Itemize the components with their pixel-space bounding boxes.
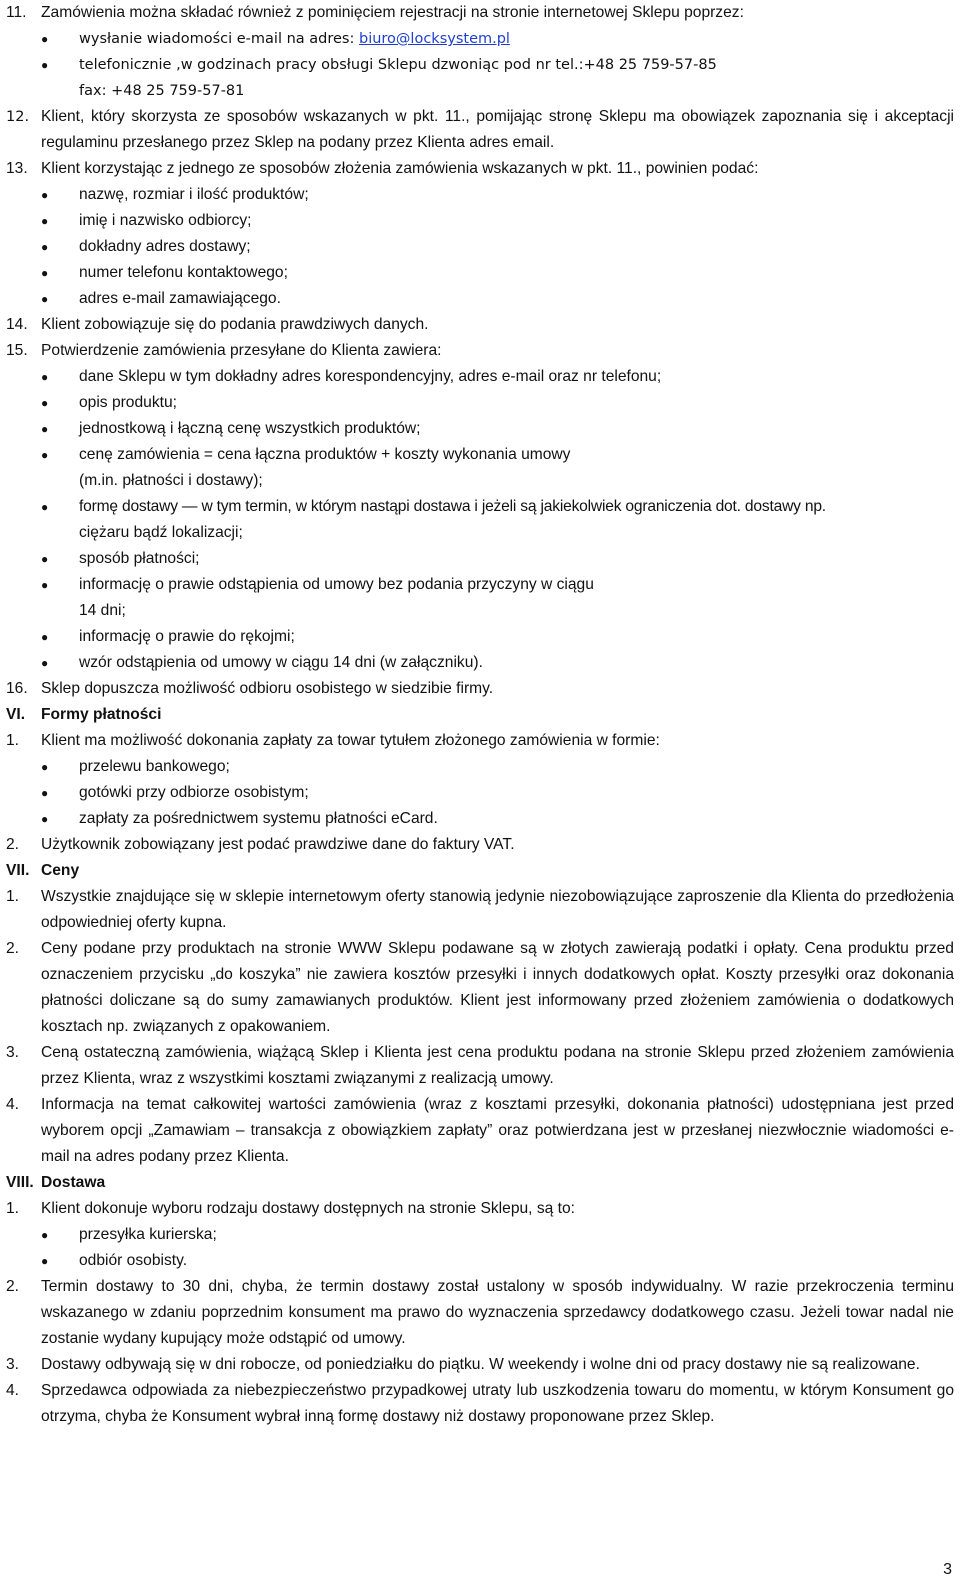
email-link[interactable]: biuro@locksystem.pl <box>358 31 510 47</box>
list-item <box>6 364 954 390</box>
list-item-text: imię i nazwisko odbiorcy; <box>79 212 252 229</box>
list-item <box>6 546 954 572</box>
clause-number: 14. <box>6 316 28 333</box>
clause-number: 16. <box>6 680 28 697</box>
bullet-icon: ● <box>41 370 49 384</box>
list-item-text: formę dostawy — w tym termin, w którym nastąpi dostawa i jeżeli są jakiekolwiek ograniczenia dot. dostawy np. <box>79 498 826 515</box>
section-heading-viii <box>6 1170 954 1196</box>
list-item-text: wysłanie wiadomości e-mail na adres: <box>79 31 359 47</box>
clause-viii-1 <box>6 1196 954 1222</box>
section-number: VI. <box>6 706 26 723</box>
bullet-icon: ● <box>41 32 49 46</box>
list-item <box>6 624 954 650</box>
clause-number: 1. <box>6 1200 20 1217</box>
clause-text: Potwierdzenie zamówienia przesyłane do Klienta zawiera: <box>41 342 442 359</box>
list-item <box>6 1222 954 1248</box>
list-item <box>6 182 954 208</box>
list-item-text: gotówki przy odbiorze osobistym; <box>79 784 309 801</box>
clause-16 <box>6 676 954 702</box>
document-page <box>6 0 954 1430</box>
bullet-icon: ● <box>41 786 49 800</box>
list-item <box>6 780 954 806</box>
list-item <box>6 234 954 260</box>
bullet-icon: ● <box>41 266 49 280</box>
list-item <box>6 52 954 104</box>
clause-number: 13. <box>6 160 28 177</box>
clause-text: Wszystkie znajdujące się w sklepie internetowym oferty stanowią jedynie niezobowiązujące zaproszenie dla Klienta do przedłożenia odpowiedniej oferty kupna. <box>41 888 954 931</box>
bullet-icon: ● <box>41 1254 49 1268</box>
list-item-text: (m.in. płatności i dostawy); <box>79 472 263 489</box>
bullet-icon: ● <box>41 292 49 306</box>
list-item <box>6 208 954 234</box>
list-item-text: adres e-mail zamawiającego. <box>79 290 281 307</box>
clause-text: Informacja na temat całkowitej wartości zamówienia (wraz z kosztami przesyłki, dokonania płatności) udostępniana jest przed wyborem opcji „Zamawiam – transakcja z obowiązkiem zapłaty” oraz potwierdzana jest w przesłanej niezwłocznie wiadomości e-mail na adres podany przez Klienta. <box>41 1096 954 1165</box>
clause-13 <box>6 156 954 182</box>
clause-15 <box>6 338 954 364</box>
clause-vi-1 <box>6 728 954 754</box>
section-number: VII. <box>6 862 30 879</box>
list-item <box>6 1248 954 1274</box>
list-item-text: informację o prawie do rękojmi; <box>79 628 295 645</box>
list-item <box>6 260 954 286</box>
bullet-icon: ● <box>41 396 49 410</box>
clause-number: 15. <box>6 342 28 359</box>
clause-text: Ceną ostateczną zamówienia, wiążącą Sklep i Klienta jest cena produktu podana na stronie Sklepu przed złożeniem zamówienia przez Klienta, wraz z wszystkimi kosztami związanymi z realizacją umowy. <box>41 1044 954 1087</box>
list-item-text: telefonicznie ,w godzinach pracy obsługi Sklepu dzwoniąc pod nr tel.:+48 25 759-57-85 <box>79 57 717 73</box>
list-item-text: wzór odstąpienia od umowy w ciągu 14 dni (w załączniku). <box>79 654 483 671</box>
list-item-text: jednostkową i łączną cenę wszystkich produktów; <box>79 420 421 437</box>
clause-number: 4. <box>6 1382 20 1399</box>
bullet-icon: ● <box>41 500 49 514</box>
bullet-icon: ● <box>41 656 49 670</box>
clause-number: 12. <box>6 109 30 125</box>
section-heading-vii <box>6 858 954 884</box>
clause-text: Termin dostawy to 30 dni, chyba, że termin dostawy został ustalony w sposób indywidualny. W razie przekroczenia terminu wskazanego w zdaniu poprzednim konsument ma prawo do wyznaczenia sprzedawcy dodatkowego czasu. Jeżeli towar nadal nie zostanie wydany kupujący może odstąpić od umowy. <box>41 1278 954 1347</box>
clause-text: Użytkownik zobowiązany jest podać prawdziwe dane do faktury VAT. <box>41 836 515 853</box>
clause-12 <box>6 104 954 156</box>
clause-14 <box>6 312 954 338</box>
list-item <box>6 572 954 624</box>
clause-vii-4 <box>6 1092 954 1170</box>
list-item-text: sposób płatności; <box>79 550 200 567</box>
clause-text: Sklep dopuszcza możliwość odbioru osobistego w siedzibie firmy. <box>41 680 494 697</box>
clause-text: Klient dokonuje wyboru rodzaju dostawy dostępnych na stronie Sklepu, są to: <box>41 1200 575 1217</box>
clause-vii-1 <box>6 884 954 936</box>
clause-viii-2 <box>6 1274 954 1352</box>
clause-11 <box>6 0 954 26</box>
bullet-icon: ● <box>41 188 49 202</box>
clause-text: Dostawy odbywają się w dni robocze, od poniedziałku do piątku. W weekendy i wolne dni od pracy dostawy nie są realizowane. <box>41 1356 920 1373</box>
clause-text: Ceny podane przy produktach na stronie WWW Sklepu podawane są w złotych zawierają podatki i opłaty. Cena produktu przed oznaczeniem przycisku „do koszyka” nie zawiera kosztów przesyłki i innych dodatkowych opłat. Koszty przesyłki oraz dokonania płatności doliczane są do sumy zamawianych produktów. Klient jest informowany przed złożeniem zamówienia o dodatkowych kosztach np. związanych z opakowaniem. <box>41 940 954 1035</box>
section-heading-vi <box>6 702 954 728</box>
clause-number: 3. <box>6 1044 20 1061</box>
list-item-text: przelewu bankowego; <box>79 758 230 775</box>
list-item-text: numer telefonu kontaktowego; <box>79 264 288 281</box>
clause-viii-4 <box>6 1378 954 1430</box>
clause-number: 1. <box>6 732 20 749</box>
list-item-text: dokładny adres dostawy; <box>79 238 251 255</box>
list-item-text: odbiór osobisty. <box>79 1252 188 1269</box>
list-item <box>6 416 954 442</box>
list-item <box>6 494 954 546</box>
fax-number: fax: +48 25 759-57-81 <box>79 83 245 99</box>
bullet-icon: ● <box>41 448 49 462</box>
clause-text: Klient zobowiązuje się do podania prawdziwych danych. <box>41 316 429 333</box>
list-item-text: ciężaru bądź lokalizacji; <box>79 524 243 541</box>
section-title: Dostawa <box>41 1174 106 1191</box>
section-title: Ceny <box>41 862 80 879</box>
clause-number: 1. <box>6 888 20 905</box>
bullet-icon: ● <box>41 760 49 774</box>
list-item-text: cenę zamówienia = cena łączna produktów + koszty wykonania umowy <box>79 446 571 463</box>
list-item-text: informację o prawie odstąpienia od umowy bez podania przyczyny w ciągu <box>79 576 594 593</box>
clause-number: 2. <box>6 940 20 957</box>
bullet-icon: ● <box>41 812 49 826</box>
list-item-text: opis produktu; <box>79 394 177 411</box>
bullet-icon: ● <box>41 240 49 254</box>
clause-number: 11. <box>6 4 27 21</box>
list-item <box>6 286 954 312</box>
clause-viii-3 <box>6 1352 954 1378</box>
list-item-text: 14 dni; <box>79 602 126 619</box>
clause-number: 3. <box>6 1356 20 1373</box>
clause-number: 2. <box>6 1278 20 1295</box>
section-number: VIII. <box>6 1174 34 1191</box>
list-item <box>6 442 954 494</box>
clause-vii-2 <box>6 936 954 1040</box>
list-item <box>6 390 954 416</box>
list-item <box>6 754 954 780</box>
list-item <box>6 650 954 676</box>
bullet-icon: ● <box>41 214 49 228</box>
list-item-text: dane Sklepu w tym dokładny adres korespondencyjny, adres e-mail oraz nr telefonu; <box>79 368 662 385</box>
list-item-text: nazwę, rozmiar i ilość produktów; <box>79 186 309 203</box>
bullet-icon: ● <box>41 1228 49 1242</box>
list-item-text: zapłaty za pośrednictwem systemu płatności eCard. <box>79 810 438 827</box>
bullet-icon: ● <box>41 630 49 644</box>
clause-text: Klient, który skorzysta ze sposobów wskazanych w pkt. 11., pomijając stronę Sklepu ma obowiązek zapoznania się i akceptacji regulaminu przesłanego przez Sklep na podany przez Klienta adres email. <box>41 108 954 151</box>
clause-text: Zamówienia można składać również z pominięciem rejestracji na stronie internetowej Sklepu poprzez: <box>41 4 744 21</box>
page-number: 3 <box>943 1561 952 1578</box>
clause-number: 2. <box>6 836 20 853</box>
bullet-icon: ● <box>41 58 49 72</box>
clause-text: Klient ma możliwość dokonania zapłaty za towar tytułem złożonego zamówienia w formie: <box>41 732 660 749</box>
bullet-icon: ● <box>41 552 49 566</box>
clause-text: Klient korzystając z jednego ze sposobów złożenia zamówienia wskazanych w pkt. 11., powinien podać: <box>41 160 759 177</box>
clause-text: Sprzedawca odpowiada za niebezpieczeństwo przypadkowej utraty lub uszkodzenia towaru do momentu, w którym Konsument go otrzyma, chyba że Konsument wybrał inną formę dostawy niż dostawy proponowane przez Sklep. <box>41 1382 954 1425</box>
list-item <box>6 806 954 832</box>
clause-vi-2 <box>6 832 954 858</box>
list-item-text: przesyłka kurierska; <box>79 1226 217 1243</box>
clause-vii-3 <box>6 1040 954 1092</box>
bullet-icon: ● <box>41 578 49 592</box>
list-item <box>6 26 954 52</box>
clause-number: 4. <box>6 1096 20 1113</box>
bullet-icon: ● <box>41 422 49 436</box>
section-title: Formy płatności <box>41 706 162 723</box>
